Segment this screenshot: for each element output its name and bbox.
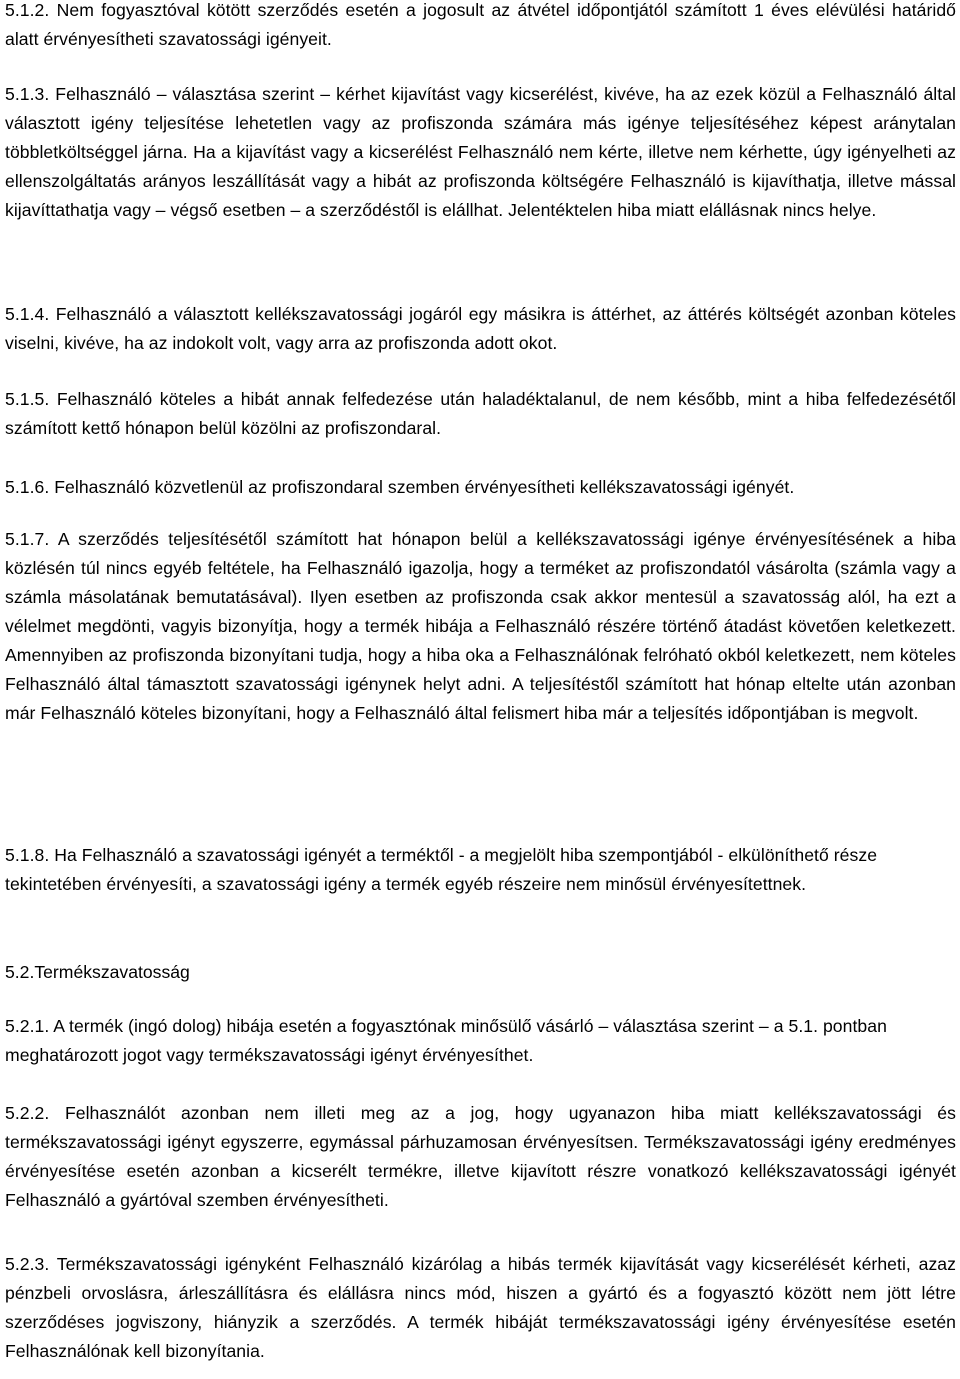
paragraph-5-1-2: 5.1.2. Nem fogyasztóval kötött szerződés esetén a jogosult az átvétel időpontjától számított 1 éves elévülési határidő alatt érvényesítheti szavatossági igényeit. <box>5 0 956 49</box>
paragraph-5-1-3: 5.1.3. Felhasználó – választása szerint – kérhet kijavítást vagy kicserélést, kivéve, ha az ezek közül a Felhasználó által választott igény teljesítése lehetetlen vagy az profiszonda számára más igénye teljesítéséhez képest aránytalan többletköltséggel járna. Ha a kijavítást vagy a kicserélést Felhasználó nem kérte, illetve nem kérhette, úgy igényelheti az ellenszolgáltatás arányos leszállítását vagy a hibát az profiszonda költségére Felhasználó is kijavíthatja, illetve mással kijavíttathatja vagy – végső esetben – a szerződéstől is elállhat. Jelentéktelen hiba miatt elállásnak nincs helye. <box>5 84 956 220</box>
section-title-termekszavatossag: 5.2.Termékszavatosság <box>5 962 190 982</box>
paragraph-5-1-6: 5.1.6. Felhasználó közvetlenül az profiszondaral szemben érvényesítheti kellékszavatossági igényét. <box>5 477 795 497</box>
paragraph-5-1-7: 5.1.7. A szerződés teljesítésétől számított hat hónapon belül a kellékszavatossági igénye érvényesítésének a hiba közlésén túl nincs egyéb feltétele, ha Felhasználó igazolja, hogy a terméket az profiszondatól vásárolta (számla vagy a számla másolatának bemutatásával). Ilyen esetben az profiszonda csak akkor mentesül a szavatosság alól, ha ezt a vélelmet megdönti, vagyis bizonyítja, hogy a termék hibája a Felhasználó részére történő átadást követően keletkezett. Amennyiben az profiszonda bizonyítani tudja, hogy a hiba oka a Felhasználónak felróható okból keletkezett, nem köteles Felhasználó által támasztott szavatossági igénynek helyt adni. A teljesítéstől számított hat hónap eltelte után azonban már Felhasználó köteles bizonyítani, hogy a Felhasználó által felismert hiba már a teljesítés időpontjában is megvolt. <box>5 529 956 723</box>
paragraph-5-1-5: 5.1.5. Felhasználó köteles a hibát annak felfedezése után haladéktalanul, de nem később, mint a hiba felfedezésétől számított kettő hónapon belül közölni az profiszondaral. <box>5 389 956 438</box>
paragraph-5-1-4: 5.1.4. Felhasználó a választott kellékszavatossági jogáról egy másikra is áttérhet, az áttérés költségét azonban köteles viselni, kivéve, ha az indokolt volt, vagy arra az profiszonda adott okot. <box>5 304 956 353</box>
paragraph-5-2-1: 5.2.1. A termék (ingó dolog) hibája esetén a fogyasztónak minősülő vásárló – választása szerint – a 5.1. pontban meghatározott jogot vagy termékszavatossági igényt érvényesíthet. <box>5 1016 887 1065</box>
paragraph-5-1-8: 5.1.8. Ha Felhasználó a szavatossági igényét a terméktől - a megjelölt hiba szempontjából - elkülöníthető része tekintetében érvényesíti, a szavatossági igény a termék egyéb részeire nem minősül érvényesítettnek. <box>5 845 878 894</box>
paragraph-5-2-3: 5.2.3. Termékszavatossági igényként Felhasználó kizárólag a hibás termék kijavítását vagy kicserélését kérheti, azaz pénzbeli orvoslásra, árleszállításra és elállásra nincs mód, hiszen a gyártó és a fogyasztó között nem jött létre szerződéses jogviszony, hiányzik a szerződés. A termék hibáját termékszavatossági igény érvényesítése esetén Felhasználónak kell bizonyítania. <box>5 1254 956 1361</box>
paragraph-5-2-2: 5.2.2. Felhasználót azonban nem illeti meg az a jog, hogy ugyanazon hiba miatt kellékszavatossági és termékszavatossági igényt egyszerre, egymással párhuzamosan érvényesítsen. Termékszavatossági igény eredményes érvényesítése esetén azonban a kicserélt termékre, illetve kijavított részre vonatkozó kellékszavatossági igényét Felhasználó a gyártóval szemben érvényesítheti. <box>5 1103 956 1210</box>
